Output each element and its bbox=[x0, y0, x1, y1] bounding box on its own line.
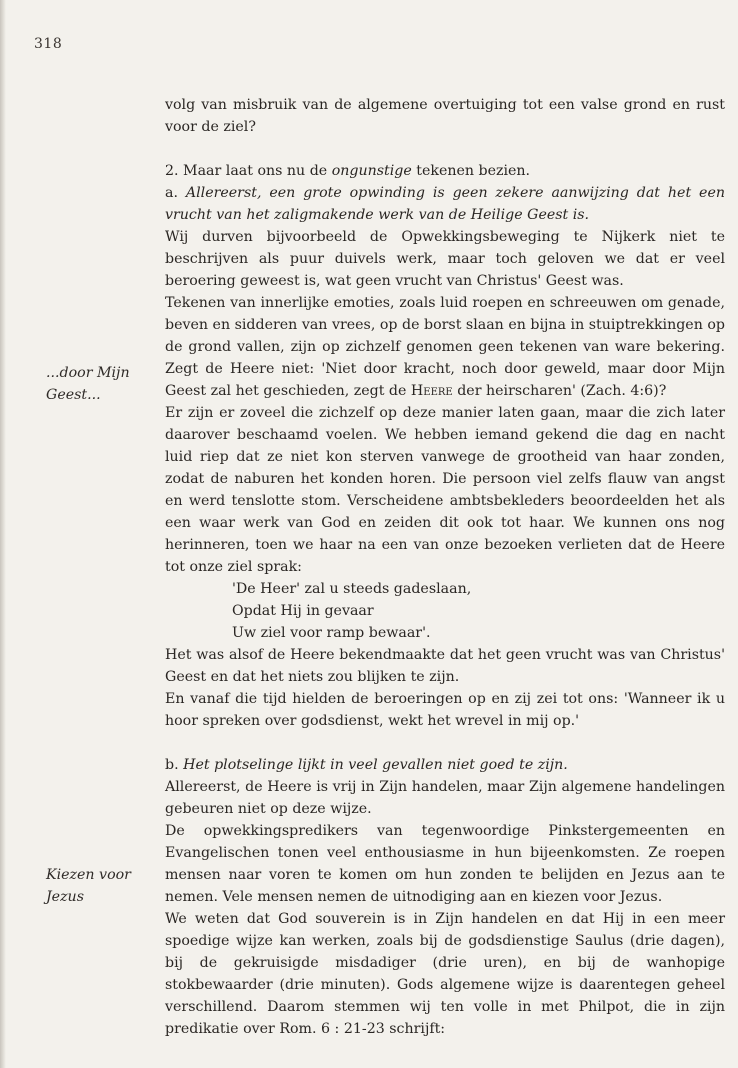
text-run: 2. Maar laat ons nu de bbox=[165, 163, 332, 179]
margin-note-line: ...door Mijn bbox=[46, 365, 130, 381]
binding-edge bbox=[0, 0, 6, 1068]
verse-line: Uw ziel voor ramp bewaar'. bbox=[232, 625, 431, 641]
margin-note-line: Jezus bbox=[46, 889, 84, 905]
margin-note-line: Kiezen voor bbox=[46, 867, 131, 883]
paragraph-predikers: De opwekkingspredikers van tegenwoordige Pinkstergemeenten en Evangelischen tonen veel enthousiasme in hun bijeenkomsten. Ze roepen mensen naar voren te komen om hun zonden te belijden en Jezus aan te nemen. Vele mensen nemen de uitnodiging aan en kiezen voor Jezus. bbox=[165, 823, 725, 905]
page-number: 318 bbox=[34, 36, 63, 52]
verse-line: Opdat Hij in gevaar bbox=[232, 603, 374, 619]
section-2-heading bbox=[165, 160, 725, 182]
paragraph-zoveel: Er zijn er zoveel die zichzelf op deze manier laten gaan, maar die zich later daarover beschaamd voelen. We hebben iemand gekend die dag en nacht luid riep dat ze niet kon sterven vanwege de grootheid van haar zonden, zodat de naburen het konden horen. Die persoon viel zelfs flauw van angst en werd tenslotte stom. Verscheidene ambtsbekleders beoordeelden het als een waar werk van God en zeiden dit ook tot haar. We kunnen ons nog herinneren, toen we haar na een van onze bezoeken verlieten dat de Heere tot onze ziel sprak: bbox=[165, 405, 725, 575]
paragraph-nijkerk: Wij durven bijvoorbeeld de Opwekkingsbeweging te Nijkerk niet te beschrijven als puur duivels werk, maar toch geloven we dat er veel beroering geweest is, wat geen vrucht van Christus' Geest was. bbox=[165, 229, 725, 289]
point-a-text: Allereerst, een grote opwinding is geen zekere aanwijzing dat het een vrucht van het zaligmakende werk van de Heilige Geest is. bbox=[165, 185, 725, 223]
text-run-italic: ongunstige bbox=[331, 163, 412, 179]
paragraph-vanaf: En vanaf die tijd hielden de beroeringen op en zij zei tot ons: 'Wanneer ik u hoor spreken over godsdienst, wekt het wrevel in mij op.' bbox=[165, 691, 725, 729]
margin-note-door-mijn-geest bbox=[46, 362, 158, 406]
text-run: tekenen bezien. bbox=[411, 163, 531, 179]
point-label: a. bbox=[165, 185, 186, 201]
paragraph-souverein: We weten dat God souverein is in Zijn handelen en dat Hij in een meer spoedige wijze kan werken, zoals bij de godsdienstige Saulus (drie dagen), bij de gekruisigde misdadiger (drie uren), en bij de wanhopige stokbewaarder (drie minuten). Gods algemene wijze is daarentegen geheel verschillend. Daarom stemmen wij ten volle in met Philpot, die in zijn predikatie over Rom. 6 : 21-23 schrijft: bbox=[165, 911, 725, 1037]
margin-note-line: Geest... bbox=[46, 387, 101, 403]
text-run: Tekenen van innerlijke emoties, zoals luid roepen en schreeuwen om genade, beven en sidderen van vrees, op de borst slaan en bijna in stuiptrekkingen op de grond vallen, zijn op zichzelf genomen geen tekenen van ware bekering. Zegt de Heere niet: 'Niet door kracht, noch door geweld, maar door Mijn Geest zal het geschieden, zegt de bbox=[165, 295, 725, 399]
point-b-text: Het plotselinge lijkt in veel gevallen niet goed te zijn. bbox=[183, 757, 568, 773]
point-b-heading bbox=[165, 754, 725, 776]
paragraph-tekenen bbox=[165, 292, 725, 402]
point-label: b. bbox=[165, 757, 184, 773]
main-text bbox=[165, 94, 725, 1040]
heere-small-caps: Heere bbox=[410, 383, 453, 399]
margin-note-kiezen-voor-jezus bbox=[46, 864, 158, 908]
paragraph-intro: volg van misbruik van de algemene overtuiging tot een valse grond en rust voor de ziel? bbox=[165, 97, 725, 135]
text-run: der heirscharen' (Zach. 4:6)? bbox=[452, 383, 667, 399]
paragraph-alsof: Het was alsof de Heere bekendmaakte dat het geen vrucht was van Christus' Geest en dat het niets zou blijken te zijn. bbox=[165, 647, 725, 685]
verse-line: 'De Heer' zal u steeds gadeslaan, bbox=[232, 581, 472, 597]
paragraph-vrij: Allereerst, de Heere is vrij in Zijn handelen, maar Zijn algemene handelingen gebeuren niet op deze wijze. bbox=[165, 779, 725, 817]
point-a-heading bbox=[165, 182, 725, 226]
